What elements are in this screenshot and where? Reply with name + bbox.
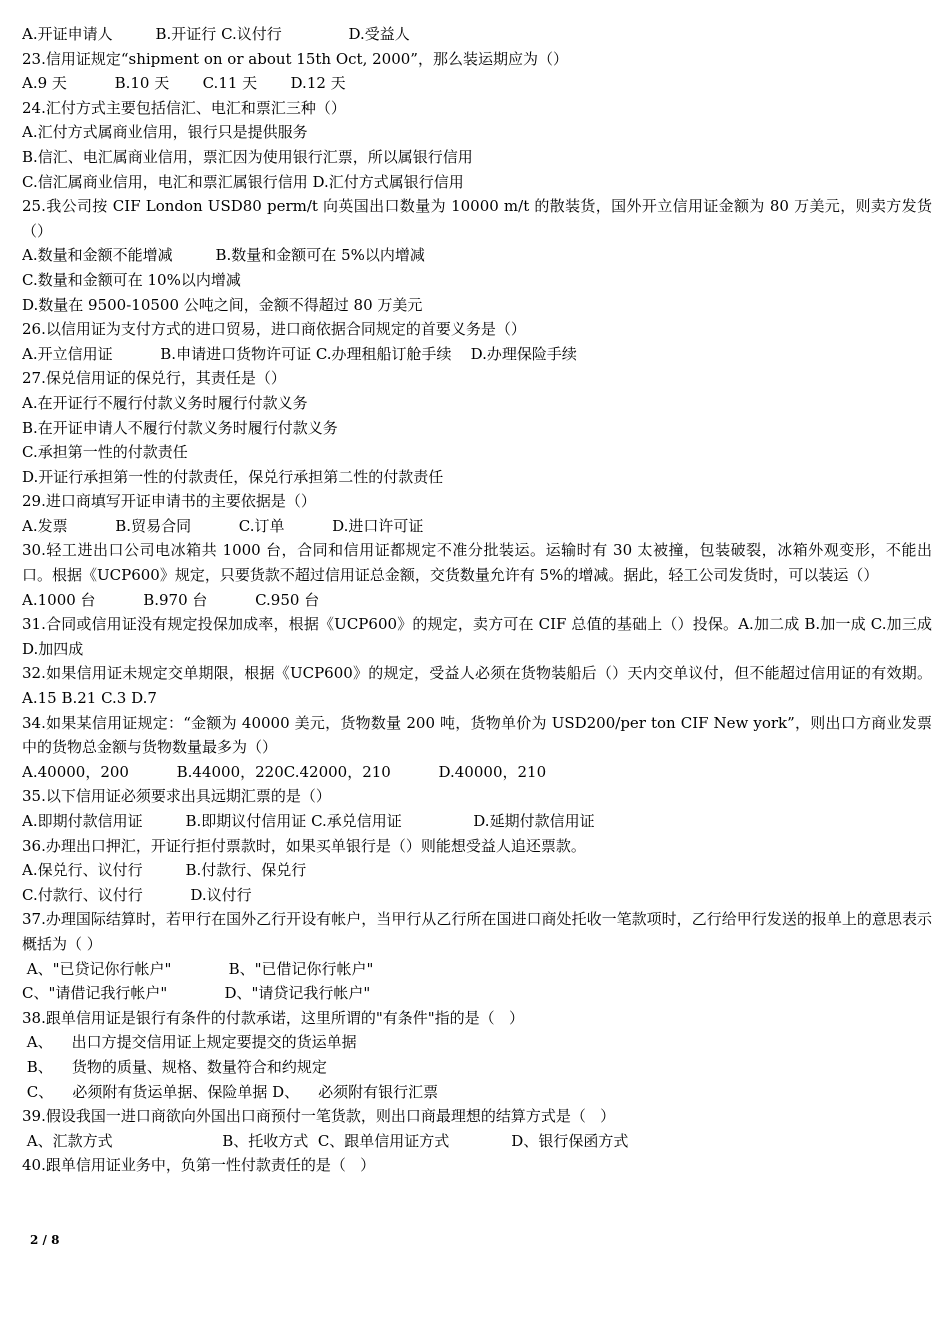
text-line: 29.进口商填写开证申请书的主要依据是（）	[22, 492, 316, 511]
text-line: A.数量和金额不能增减 B.数量和金额可在 5%以内增减	[22, 246, 425, 265]
text-line: B.在开证申请人不履行付款义务时履行付款义务	[22, 418, 338, 437]
text-line: 27.保兑信用证的保兑行，其责任是（）	[22, 369, 286, 388]
text-line: D.开证行承担第一性的付款责任，保兑行承担第二性的付款责任	[22, 467, 444, 486]
text-line: C、"请借记我行帐户" D、"请贷记我行帐户"	[22, 984, 371, 1003]
text-line: A.汇付方式属商业信用，银行只是提供服务	[22, 123, 308, 142]
text-line: C.承担第一性的付款责任	[22, 443, 188, 462]
text-line: C.付款行、议付行 D.议付行	[22, 885, 252, 904]
text-line: D.数量在 9500-10500 公吨之间，金额不得超过 80 万美元	[22, 295, 423, 314]
text-line: A、"已贷记你行帐户" B、"已借记你行帐户"	[22, 959, 374, 978]
text-line: A.开立信用证 B.申请进口货物许可证 C.办理租船订舱手续 D.办理保险手续	[22, 344, 577, 363]
text-line: A.40000，200 B.44000，220C.42000，210 D.40000，210	[22, 762, 547, 781]
text-line: A.1000 台 B.970 台 C.950 台	[22, 590, 320, 609]
document-body	[22, 22, 932, 1178]
text-line: 40.跟单信用证业务中，负第一性付款责任的是（ ）	[22, 1156, 376, 1175]
page-number: 2 / 8	[30, 1233, 60, 1247]
text-paragraph: 32.如果信用证未规定交单期限，根据《UCP600》的规定，受益人必须在货物装船后（）天内交单议付，但不能超过信用证的有效期。A.15 B.21 C.3 D.7	[22, 664, 932, 708]
text-line: A.即期付款信用证 B.即期议付信用证 C.承兑信用证 D.延期付款信用证	[22, 812, 595, 830]
text-paragraph: 31.合同或信用证没有规定投保加成率，根据《UCP600》的规定，卖方可在 CIF 总值的基础上（）投保。A.加二成 B.加一成 C.加三成 D.加四成	[22, 615, 932, 658]
text-line: A、 出口方提交信用证上规定要提交的货运单据	[22, 1033, 357, 1052]
text-line: 38.跟单信用证是银行有条件的付款承诺，这里所谓的"有条件"指的是（ ）	[22, 1008, 524, 1027]
text-line: A.保兑行、议付行 B.付款行、保兑行	[22, 861, 307, 880]
text-line: A.9 天 B.10 天 C.11 天 D.12 天	[22, 74, 346, 93]
text-paragraph: 37.办理国际结算时，若甲行在国外乙行开设有帐户，当甲行从乙行所在国进口商处托收一笔款项时，乙行给甲行发送的报单上的意思表示概括为（ ）	[22, 910, 932, 953]
text-line: A、汇款方式 B、托收方式 C、跟单信用证方式 D、银行保函方式	[22, 1131, 629, 1150]
text-paragraph: 30.轻工进出口公司电冰箱共 1000 台，合同和信用证都规定不准分批装运。运输时有 30 太被撞，包装破裂，冰箱外观变形，不能出口。根据《UCP600》规定，只要货款不超过信用证总金额，交货数量允许有 5%的增减。据此，轻工公司发货时，可以装运（）	[22, 541, 932, 585]
text-line: C、 必须附有货运单据、保险单据 D、 必须附有银行汇票	[22, 1082, 439, 1101]
text-line: 23.信用证规定“shipment on or about 15th Oct, 2000”，那么装运期应为（）	[22, 49, 568, 68]
text-paragraph: 25.我公司按 CIF London USD80 perm/t 向英国出口数量为 10000 m/t 的散装货，国外开立信用证金额为 80 万美元，则卖方发货（）	[22, 197, 932, 240]
text-line: 24.汇付方式主要包括信汇、电汇和票汇三种（）	[22, 98, 346, 117]
text-line: 39.假设我国一进口商欲向外国出口商预付一笔货款，则出口商最理想的结算方式是（ ）	[22, 1107, 616, 1126]
text-line: C.信汇属商业信用，电汇和票汇属银行信用 D.汇付方式属银行信用	[22, 172, 464, 191]
text-line: A.在开证行不履行付款义务时履行付款义务	[22, 393, 308, 412]
text-paragraph: 34.如果某信用证规定：“金额为 40000 美元，货物数量 200 吨，货物单价为 USD200/per ton CIF New york”，则出口方商业发票中的货物总金额与货物数量最多为（）	[22, 713, 932, 757]
text-line: A.发票 B.贸易合同 C.订单 D.进口许可证	[22, 516, 424, 535]
text-line: C.数量和金额可在 10%以内增减	[22, 270, 241, 289]
text-line: B、 货物的质量、规格、数量符合和约规定	[22, 1057, 327, 1076]
text-line: 36.办理出口押汇，开证行拒付票款时，如果买单银行是（）则能想受益人追还票款。	[22, 836, 586, 855]
text-line: B.信汇、电汇属商业信用，票汇因为使用银行汇票，所以属银行信用	[22, 147, 473, 166]
text-line: 35.以下信用证必须要求出具远期汇票的是（）	[22, 787, 331, 806]
text-line: 26.以信用证为支付方式的进口贸易，进口商依据合同规定的首要义务是（）	[22, 320, 526, 339]
text-line: A.开证申请人 B.开证行 C.议付行 D.受益人	[22, 25, 410, 43]
